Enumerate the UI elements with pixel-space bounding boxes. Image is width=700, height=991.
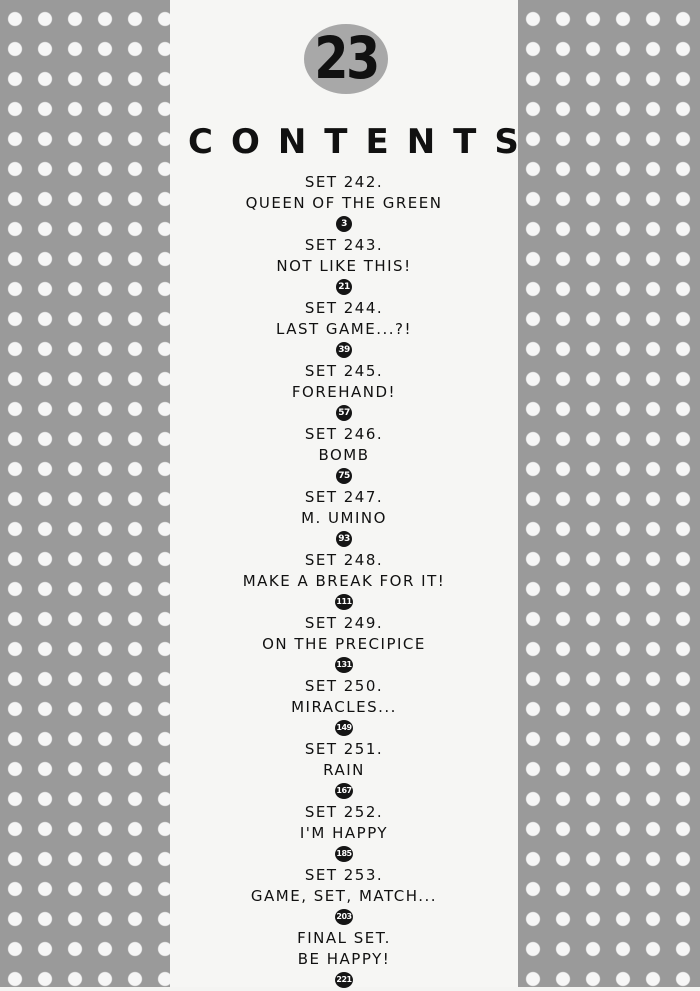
toc-entry <box>276 298 412 361</box>
chapter-title: RAIN <box>323 761 365 779</box>
toc-entry <box>297 928 391 991</box>
page-number-badge: 111 <box>335 594 353 610</box>
page-number-badge: 131 <box>335 657 353 673</box>
toc-entry <box>276 235 411 298</box>
polka-dot-border-right <box>518 0 700 987</box>
chapter-title: FOREHAND! <box>291 383 397 401</box>
toc-entry <box>251 865 437 928</box>
toc-entry <box>291 676 397 739</box>
toc-entry <box>292 361 396 424</box>
toc-entry <box>300 802 388 865</box>
toc-entry <box>301 487 387 550</box>
chapter-title: MAKE A BREAK FOR IT! <box>242 572 446 590</box>
page-number-badge: 39 <box>336 342 352 358</box>
chapter-title: GAME, SET, MATCH... <box>250 887 438 905</box>
set-number: SET 245. <box>304 362 384 380</box>
chapter-title: QUEEN OF THE GREEN <box>245 194 443 212</box>
page-number-badge: 75 <box>336 468 352 484</box>
toc-entry <box>305 424 383 487</box>
set-number: SET 243. <box>304 236 384 254</box>
chapter-title: LAST GAME...?! <box>276 320 412 338</box>
set-number: SET 248. <box>304 551 384 569</box>
page-title: CONTENTS <box>188 122 537 162</box>
page-number-badge: 203 <box>335 909 353 925</box>
chapter-title: BOMB <box>318 446 370 464</box>
toc-entry <box>305 739 383 802</box>
page-number-badge: 57 <box>336 405 352 421</box>
page-number-badge: 149 <box>335 720 353 736</box>
page-number-badge: 21 <box>336 279 352 295</box>
set-number: FINAL SET. <box>297 929 391 947</box>
chapter-title: MIRACLES... <box>291 698 397 716</box>
set-number: SET 249. <box>304 614 384 632</box>
chapter-title: NOT LIKE THIS! <box>276 257 412 275</box>
page-number-badge: 167 <box>335 783 353 799</box>
set-number: SET 247. <box>304 488 384 506</box>
chapter-title: I'M HAPPY <box>299 824 389 842</box>
toc-entry <box>262 613 426 676</box>
set-number: SET 242. <box>304 173 384 191</box>
set-number: SET 246. <box>304 425 384 443</box>
chapter-title: BE HAPPY! <box>297 950 391 968</box>
volume-number: 23 <box>314 24 378 92</box>
chapter-title: ON THE PRECIPICE <box>262 635 426 653</box>
page-number-badge: 185 <box>335 846 353 862</box>
volume-badge <box>300 22 392 94</box>
set-number: SET 250. <box>304 677 384 695</box>
polka-dot-border-left <box>0 0 170 987</box>
page-number-badge: 3 <box>336 216 352 232</box>
toc-entry <box>243 550 446 613</box>
page-number-badge: 93 <box>336 531 352 547</box>
table-of-contents <box>170 172 518 991</box>
set-number: SET 244. <box>304 299 384 317</box>
page-number-badge: 221 <box>335 972 353 988</box>
set-number: SET 251. <box>304 740 384 758</box>
set-number: SET 252. <box>304 803 384 821</box>
chapter-title: M. UMINO <box>301 509 387 527</box>
toc-entry <box>246 172 443 235</box>
set-number: SET 253. <box>304 866 384 884</box>
